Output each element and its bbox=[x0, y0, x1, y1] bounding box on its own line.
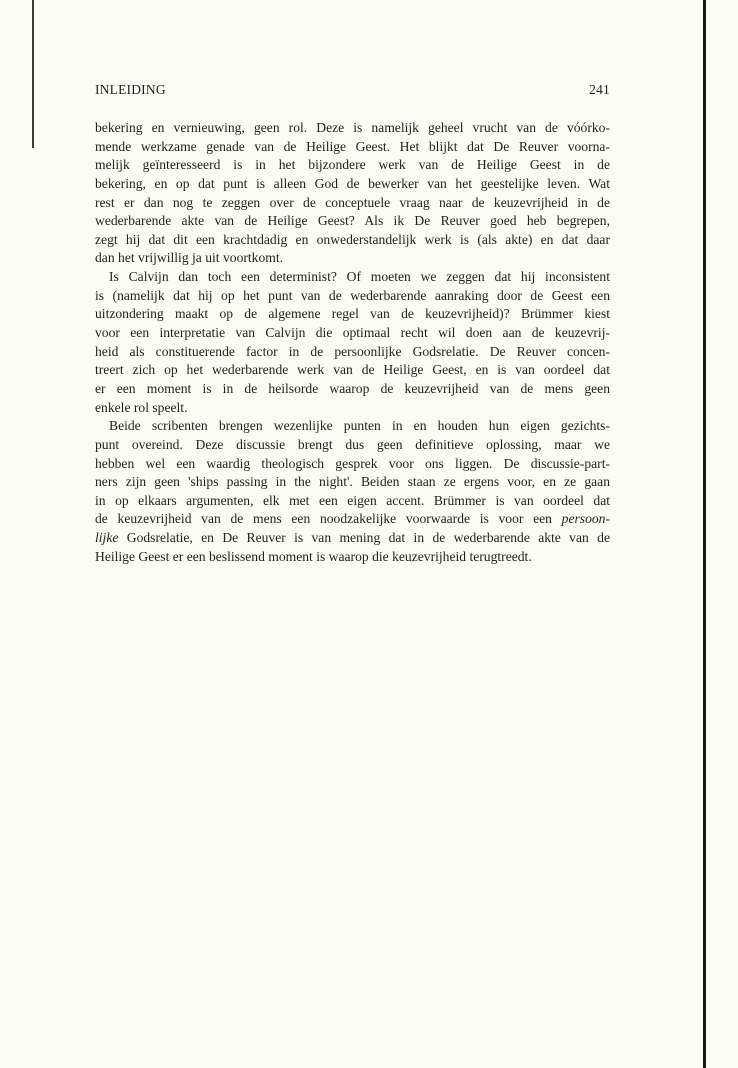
text-line: Beide scribenten brengen wezenlijke punten in en houden hun eigen gezichts- bbox=[109, 418, 610, 434]
paragraph-1 bbox=[95, 119, 610, 268]
paragraph-3 bbox=[95, 417, 610, 566]
body-text bbox=[95, 119, 610, 566]
text-line: er een moment is in de heilsorde waarop de keuzevrijheid van de mens geen bbox=[95, 380, 610, 396]
text-segment: Godsrelatie, en De Reuver is van mening dat in de wederbarende akte van de bbox=[118, 530, 610, 546]
scan-edge-right bbox=[703, 0, 706, 1068]
text-line: ners zijn geen 'ships passing in the night'. Beiden staan ze ergens voor, en ze gaan bbox=[95, 474, 610, 490]
text-line: Heilige Geest er een beslissend moment is waarop die keuzevrijheid terugtreedt. bbox=[95, 548, 532, 564]
text-line: melijk geïnteresseerd is in het bijzondere werk van de Heilige Geest in de bbox=[95, 157, 610, 173]
text-line: bekering, en op dat punt is alleen God de bewerker van het geestelijke leven. Wat bbox=[95, 175, 610, 191]
text-line-with-italic bbox=[95, 510, 610, 529]
text-segment: de keuzevrijheid van de mens een noodzakelijke voorwaarde is voor een bbox=[95, 511, 562, 527]
chapter-title: INLEIDING bbox=[95, 82, 166, 97]
text-line: in op elkaars argumenten, elk met een eigen accent. Brümmer is van oordeel dat bbox=[95, 492, 610, 508]
text-line: wederbarende akte van de Heilige Geest? Als ik De Reuver goed heb begrepen, bbox=[95, 213, 610, 229]
text-line: dan het vrijwillig ja uit voortkomt. bbox=[95, 250, 284, 266]
text-line: heid als constituerende factor in de persoonlijke Godsrelatie. De Reuver concen- bbox=[95, 343, 610, 359]
paragraph-2 bbox=[95, 268, 610, 417]
text-line: voor een interpretatie van Calvijn die optimaal recht wil doen aan de keuzevrij- bbox=[95, 325, 610, 341]
text-line: mende werkzame genade van de Heilige Geest. Het blijkt dat De Reuver voorna- bbox=[95, 138, 610, 154]
text-line: hebben wel een waardig theologisch gesprek voor ons liggen. De discussie-part- bbox=[95, 455, 610, 471]
text-line: zegt hij dat dit een krachtdadig en onwederstandelijk werk is (als akte) en dat daar bbox=[95, 231, 610, 247]
text-line: treert zich op het wederbarende werk van de Heilige Geest, en is van oordeel dat bbox=[95, 362, 610, 378]
text-line: is (namelijk dat hij op het punt van de wederbarende aanraking door de Geest een bbox=[95, 287, 610, 303]
text-line: uitzondering maakt op de algemene regel van de keuzevrijheid)? Brümmer kiest bbox=[95, 306, 610, 322]
italic-term: lijke bbox=[95, 530, 119, 546]
running-header bbox=[95, 82, 610, 102]
text-line-with-italic bbox=[95, 529, 610, 548]
text-line: Is Calvijn dan toch een determinist? Of moeten we zeggen dat hij inconsistent bbox=[109, 269, 610, 285]
scan-edge-left bbox=[32, 0, 34, 148]
text-line: punt overeind. Deze discussie brengt dus geen definitieve oplossing, maar we bbox=[95, 436, 610, 452]
page-number: 241 bbox=[589, 82, 610, 97]
text-line: enkele rol speelt. bbox=[95, 399, 188, 415]
italic-term: persoon- bbox=[561, 511, 610, 527]
text-line: bekering en vernieuwing, geen rol. Deze is namelijk geheel vrucht van de vóórko- bbox=[95, 120, 610, 135]
text-line: rest er dan nog te zeggen over de conceptuele vraag naar de keuzevrijheid in de bbox=[95, 194, 610, 210]
